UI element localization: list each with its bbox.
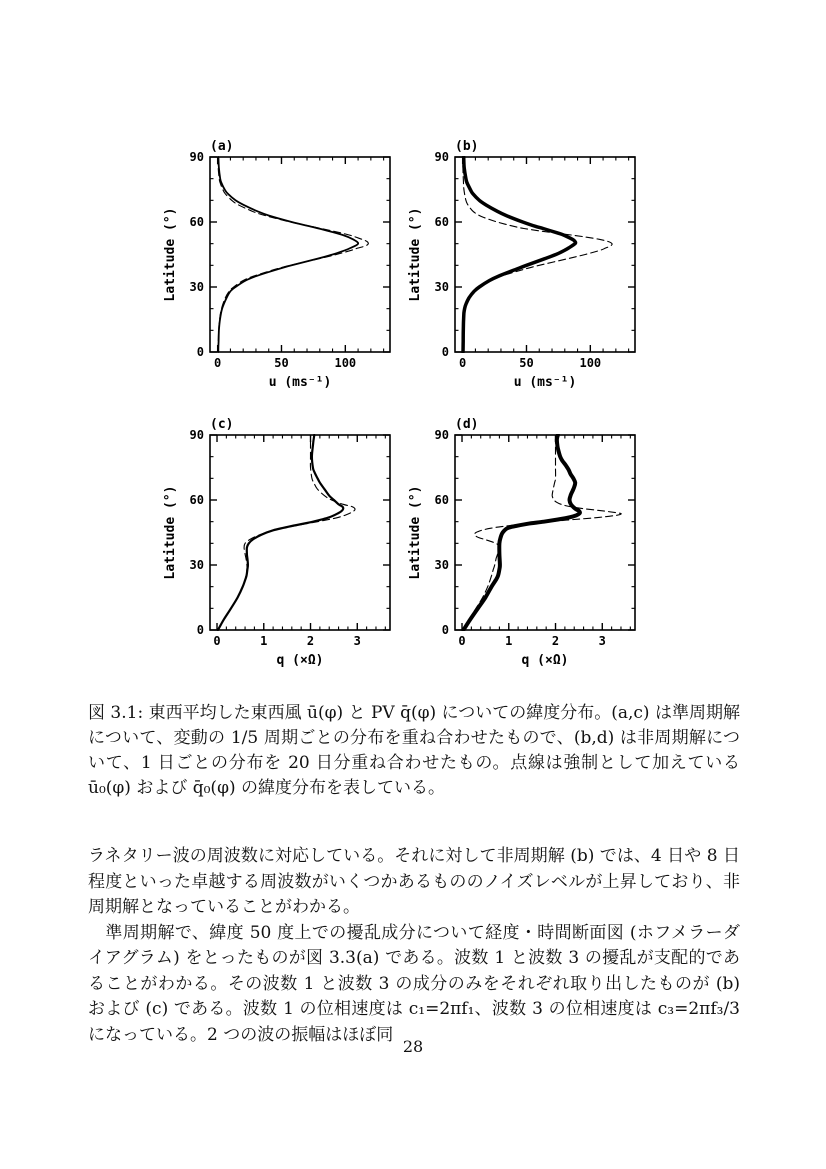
panel-c-pv-quasiperiodic <box>160 413 410 673</box>
plot-frame <box>210 435 390 630</box>
panel-plot-svg <box>405 135 655 395</box>
x-tick-label: 0 <box>459 356 467 370</box>
y-tick-label: 0 <box>196 345 204 359</box>
panel-plot-svg <box>160 413 410 673</box>
solution-curve <box>463 157 576 352</box>
x-tick-label: 0 <box>458 634 466 648</box>
y-tick-label: 30 <box>189 558 204 572</box>
x-axis-label: q (×Ω) <box>521 653 569 668</box>
x-tick-label: 1 <box>260 634 268 648</box>
y-tick-label: 30 <box>434 280 449 294</box>
y-tick-label: 60 <box>189 215 204 229</box>
panel-label: (a) <box>210 139 234 154</box>
paragraph-2: 準周期解で、緯度 50 度上での擾乱成分について経度・時間断面図 (ホフメラーダイアグラム) をとったものが図 3.3(a) である。波数 1 と波数 3 の擾乱が支配的であることがわかる。その波数 1 と波数 3 の成分のみをそれぞれ取り出したものが (b) および (c) である。波数 1 の位相速度は c₁=2πf₁、波数 3 の位相速度は c₃=2πf₃/3 になっている。2 つの波の振幅はほぼ同 <box>88 922 740 1045</box>
x-tick-label: 50 <box>274 356 289 370</box>
y-tick-label: 90 <box>189 150 204 164</box>
x-tick-label: 3 <box>353 634 361 648</box>
y-tick-label: 0 <box>441 623 449 637</box>
x-tick-label: 2 <box>551 634 560 648</box>
y-tick-label: 90 <box>434 150 449 164</box>
y-tick-label: 0 <box>196 623 204 637</box>
panel-label: (d) <box>455 417 479 432</box>
solution-curve <box>463 435 580 630</box>
y-tick-label: 30 <box>189 280 204 294</box>
plot-frame <box>210 157 390 352</box>
x-axis-label: q (×Ω) <box>276 653 324 668</box>
x-tick-label: 1 <box>505 634 513 648</box>
x-tick-label: 0 <box>213 634 221 648</box>
panel-plot-svg <box>160 135 410 395</box>
panel-plot-svg <box>405 413 655 673</box>
forcing-curve <box>463 157 612 352</box>
x-tick-label: 50 <box>519 356 534 370</box>
panel-label: (b) <box>455 139 479 154</box>
y-tick-label: 60 <box>434 493 449 507</box>
x-tick-label: 100 <box>579 356 602 370</box>
y-tick-label: 90 <box>434 428 449 442</box>
y-tick-label: 90 <box>189 428 204 442</box>
panel-label: (c) <box>210 417 234 432</box>
y-axis-label: Latitude (°) <box>408 207 423 302</box>
paragraph-1: ラネタリー波の周波数に対応している。それに対して非周期解 (b) では、4 日や 8 日程度といった卓越する周波数がいくつかあるもののノイズレベルが上昇しており、非周期解となっていることがわかる。 <box>88 846 740 917</box>
figure-caption: 図 3.1: 東西平均した東西風 ū(φ) と PV q̄(φ) についての緯度分布。(a,c) は準周期解について、変動の 1/5 周期ごとの分布を重ね合わせたもので、(b,d) は非周期解について、1 日ごとの分布を 20 日分重ね合わせたもの。点線は強制として加えている ū₀(φ) および q̄₀(φ) の緯度分布を表している。 <box>88 703 740 798</box>
y-tick-label: 30 <box>434 558 449 572</box>
body-text <box>88 844 740 1048</box>
panel-b-zonal-wind-aperiodic <box>405 135 655 395</box>
y-tick-label: 60 <box>434 215 449 229</box>
x-tick-label: 0 <box>214 356 222 370</box>
x-axis-label: u (ms⁻¹) <box>268 375 332 390</box>
solution-curve <box>218 435 343 630</box>
x-tick-label: 3 <box>598 634 606 648</box>
y-tick-label: 60 <box>189 493 204 507</box>
y-axis-label: Latitude (°) <box>163 485 178 580</box>
plot-frame <box>455 157 635 352</box>
forcing-curve <box>218 157 368 352</box>
y-axis-label: Latitude (°) <box>163 207 178 302</box>
x-tick-label: 2 <box>306 634 315 648</box>
x-tick-label: 100 <box>334 356 357 370</box>
panel-d-pv-aperiodic <box>405 413 655 673</box>
forcing-curve <box>218 435 355 630</box>
y-tick-label: 0 <box>441 345 449 359</box>
x-axis-label: u (ms⁻¹) <box>513 375 577 390</box>
panel-a-zonal-wind-quasiperiodic <box>160 135 410 395</box>
page-number: 28 <box>402 1037 424 1056</box>
forcing-curve <box>463 435 621 630</box>
y-axis-label: Latitude (°) <box>408 485 423 580</box>
